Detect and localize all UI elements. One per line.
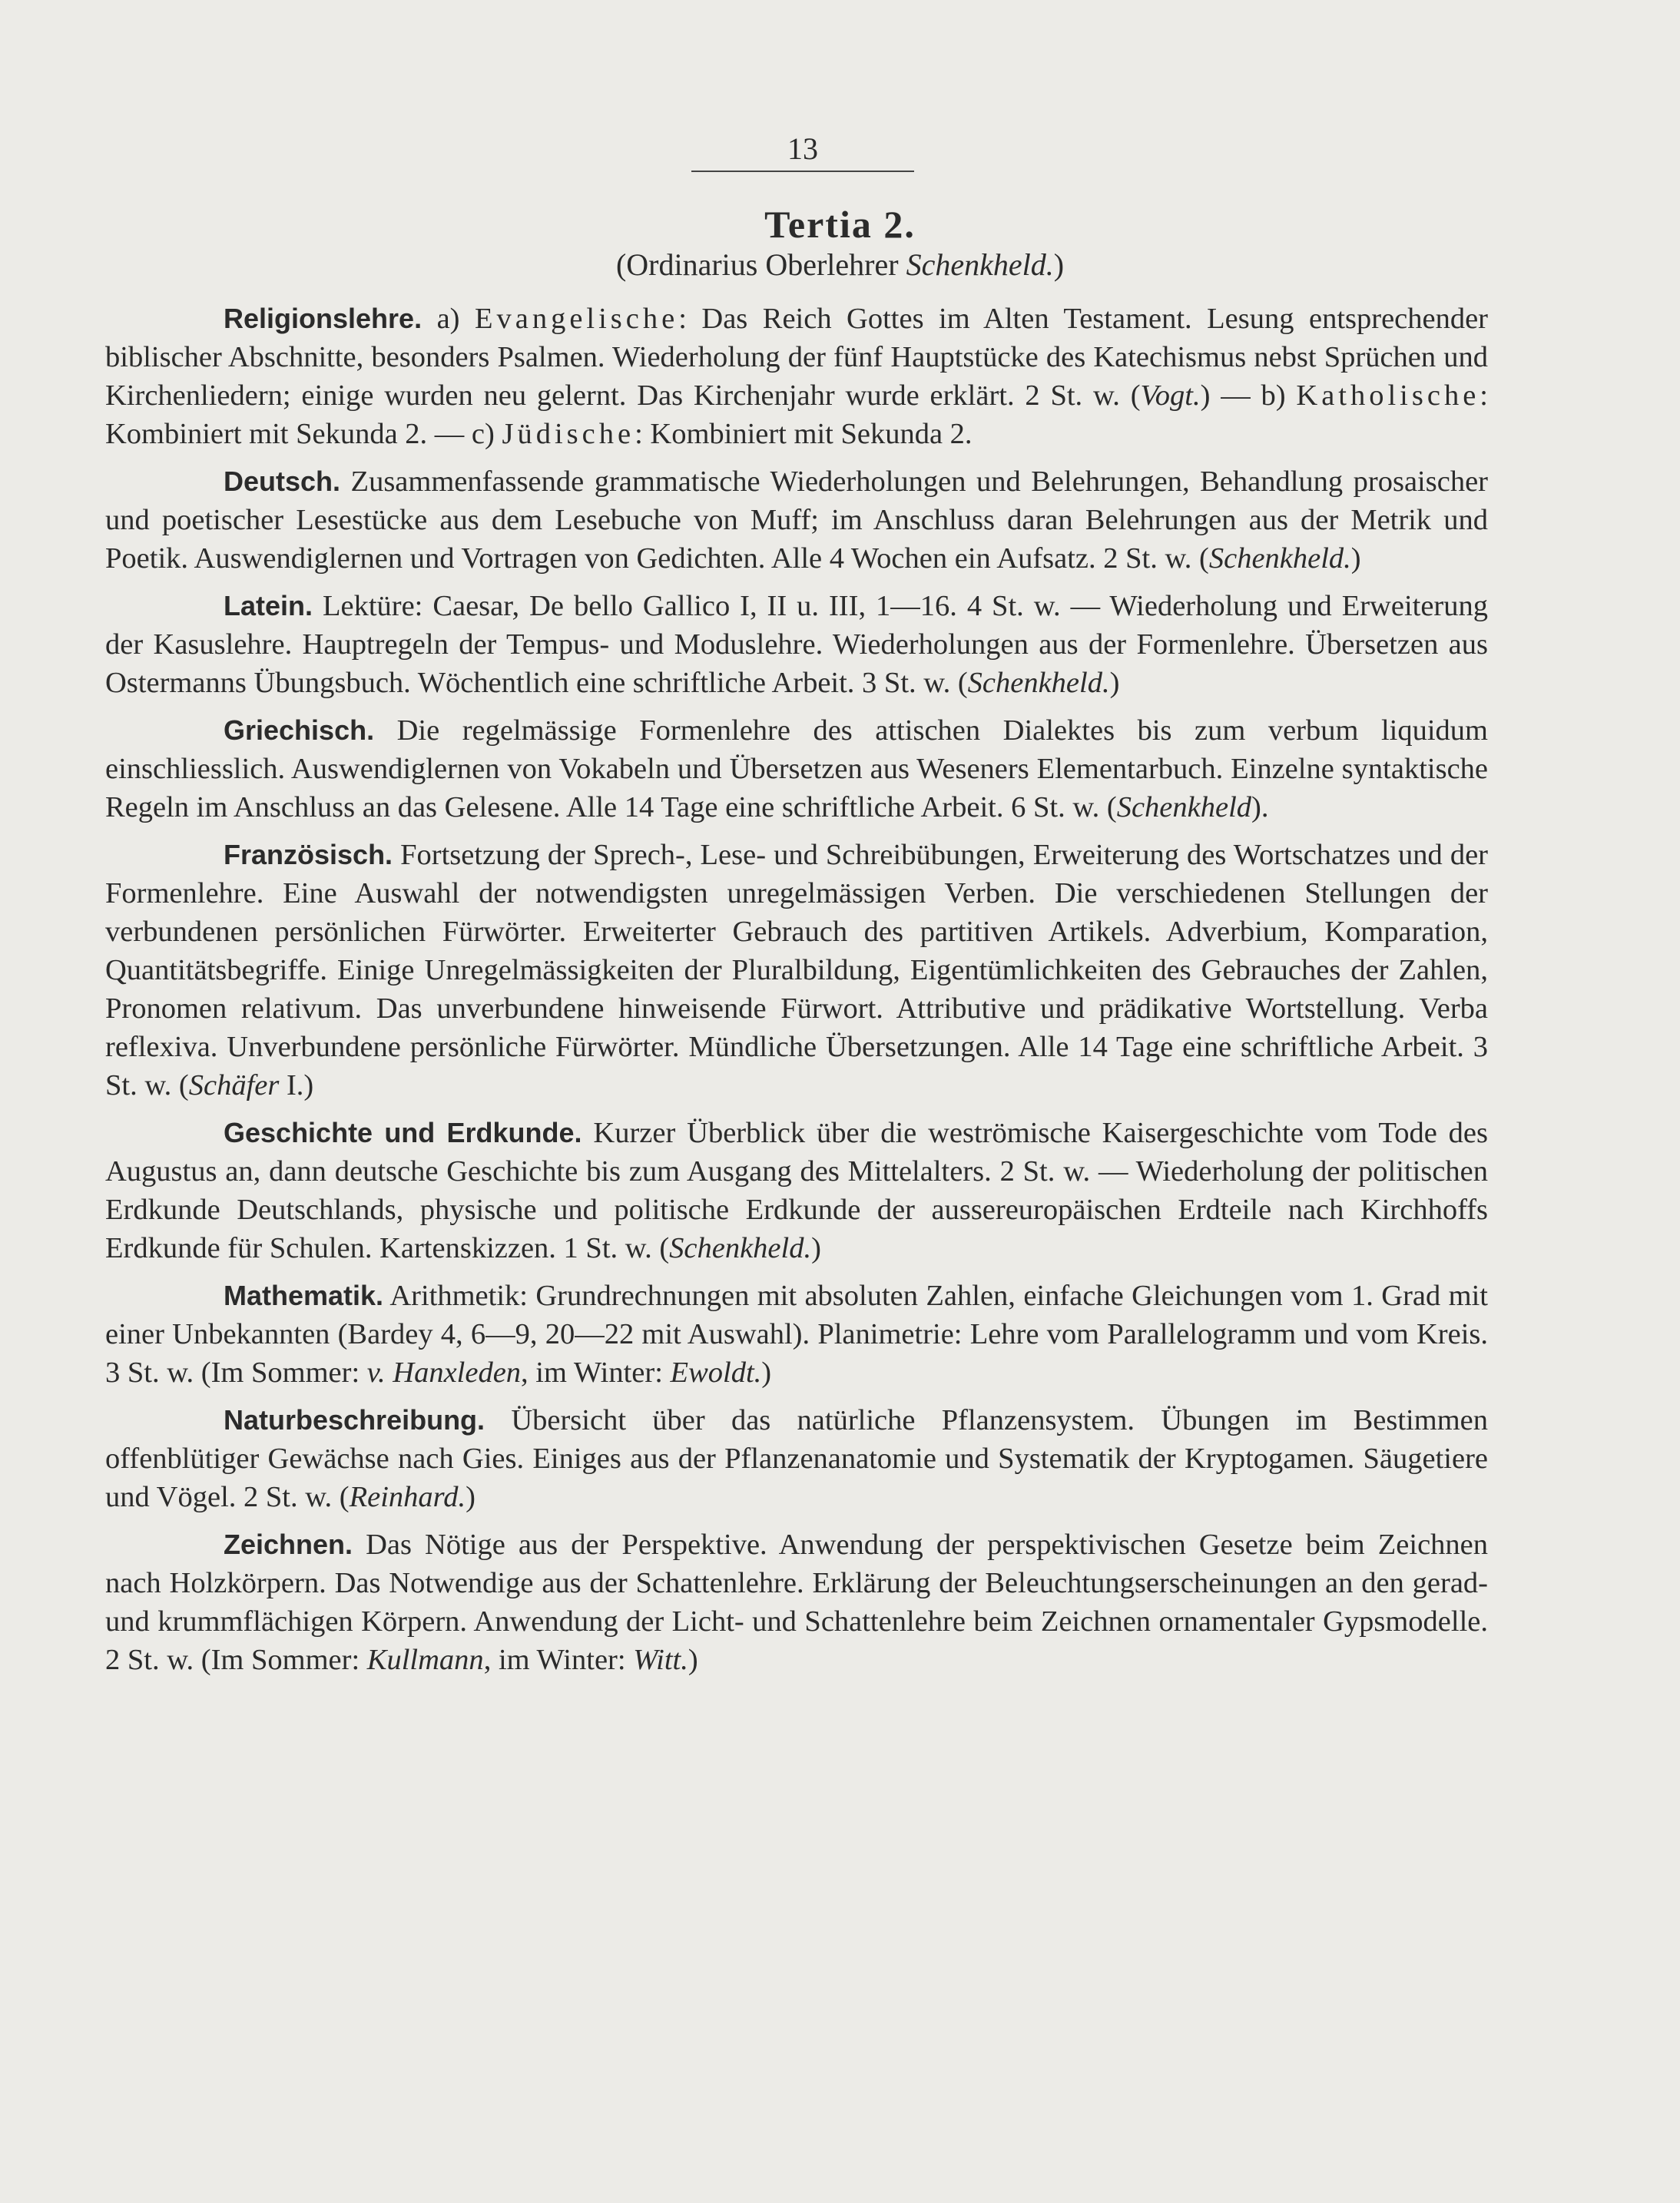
subtitle: (Ordinarius Oberlehrer Schenkheld.)	[615, 247, 1065, 282]
section-title: Griechisch.	[224, 714, 375, 746]
page-title: Tertia 2.	[764, 203, 916, 246]
section-franzoesisch: Französisch. Fortsetzung der Sprech-, Lese- und Schreibübungen, Erweiterung des Wortschatzes und der Formenlehre. Eine Auswahl der notwendigsten unregelmässigen Verben. Die verschiedenen Stellungen der verbundenen persönlichen Fürwörter. Erweiterter Gebrauch des partitiven Artikels. Adverbium, Komparation, Quantitätsbegriffe. Einige Unregelmässigkeiten der Pluralbildung, Eigentümlichkeiten des Gebrauches der Zahlen, Pronomen relativum. Das unverbundene hinweisende Fürwort. Attributive und prädikative Wortstellung. Verba reflexiva. Unverbundene persönliche Fürwörter. Mündliche Übersetzungen. Alle 14 Tage eine schriftliche Arbeit. 3 St. w. (Schäfer I.)	[105, 839, 1488, 1102]
section-mathematik: Mathematik. Arithmetik: Grundrechnungen mit absoluten Zahlen, einfache Gleichungen vom 1. Grad mit einer Unbekannten (Bardey 4, 6—9, 20—22 mit Auswahl). Planimetrie: Lehre vom Parallelogramm und vom Kreis. 3 St. w. (Im Sommer: v. Hanxleden, im Winter: Ewoldt.)	[105, 1280, 1488, 1389]
header-rule	[691, 171, 914, 172]
section-griechisch: Griechisch. Die regelmässige Formenlehre des attischen Dialektes bis zum verbum liquidum einschliesslich. Auswendiglernen von Vokabeln und Übersetzen aus Weseners Elementarbuch. Einzelne syntaktische Regeln im Anschluss an das Gelesene. Alle 14 Tage eine schriftliche Arbeit. 6 St. w. (Schenkheld).	[105, 714, 1488, 823]
teacher-name: Schenkheld.	[669, 1232, 812, 1264]
section-zeichnen: Zeichnen. Das Nötige aus der Perspektive. Anwendung der perspektivischen Gesetze beim Zeichnen nach Holzkörpern. Das Notwendige aus der Schattenlehre. Erklärung der Beleuchtungserscheinungen an den gerad- und krummflächigen Körpern. Anwendung der Licht- und Schattenlehre beim Zeichnen ornamentaler Gypsmodelle. 2 St. w. (Im Sommer: Kullmann, im Winter: Witt.)	[105, 1529, 1488, 1676]
teacher-name: Reinhard.	[349, 1481, 466, 1513]
section-geschichte: Geschichte und Erdkunde. Kurzer Überblick über die weströmische Kaisergeschichte vom Tode des Augustus an, dann deutsche Geschichte bis zum Ausgang des Mittelalters. 2 St. w. — Wiederholung der politischen Erdkunde Deutschlands, physische und politische Erdkunde der aussereuropäischen Erdteile nach Kirchhoffs Erdkunde für Schulen. Kartenskizzen. 1 St. w. (Schenkheld.)	[105, 1117, 1488, 1264]
section-title: Zeichnen.	[224, 1529, 353, 1560]
section-title: Latein.	[224, 590, 313, 621]
section-title: Mathematik.	[224, 1280, 384, 1311]
section-natur: Naturbeschreibung. Übersicht über das natürliche Pflanzensystem. Übungen im Bestimmen offenblütiger Gewächse nach Gies. Einiges aus der Pflanzenanatomie und Systematik der Kryptogamen. Säugetiere und Vögel. 2 St. w. (Reinhard.)	[105, 1404, 1488, 1513]
section-deutsch: Deutsch. Zusammenfassende grammatische Wiederholungen und Belehrungen, Behandlung prosaischer und poetischer Lesestücke aus dem Lesebuche von Muff; im Anschluss daran Belehrungen aus der Metrik und Poetik. Auswendiglernen und Vortragen von Gedichten. Alle 4 Wochen ein Aufsatz. 2 St. w. (Schenkheld.)	[105, 465, 1488, 575]
teacher-name: Schenkheld.	[1208, 542, 1351, 575]
page-number: 13	[787, 131, 818, 166]
teacher-name: Kullmann	[366, 1644, 484, 1676]
teacher-name: v. Hanxleden	[366, 1357, 522, 1389]
teacher-name: Schenkheld	[1116, 791, 1252, 823]
teacher-name: Ewoldt.	[670, 1357, 762, 1389]
section-religion: Religionslehre. a) Evangelische: Das Reich Gottes im Alten Testament. Lesung entsprechender biblischer Abschnitte, besonders Psalmen. Wiederholung der fünf Hauptstücke des Katechismus nebst Sprüchen und Kirchenliedern; einige wurden neu gelernt. Das Kirchenjahr wurde erklärt. 2 St. w. (Vogt.) — b) Katholische: Kombiniert mit Sekunda 2. — c) Jüdische: Kombiniert mit Sekunda 2.	[105, 303, 1488, 450]
teacher-name: Vogt.	[1140, 379, 1201, 412]
ordinarius-name: Schenkheld.	[906, 247, 1054, 282]
teacher-name: Witt.	[633, 1644, 688, 1676]
section-title: Religionslehre.	[224, 303, 422, 334]
section-title: Französisch.	[224, 839, 393, 870]
teacher-name: Schäfer	[188, 1069, 280, 1102]
section-title: Deutsch.	[224, 465, 341, 497]
teacher-name: Schenkheld.	[967, 667, 1110, 699]
section-latein: Latein. Lektüre: Caesar, De bello Gallico I, II u. III, 1—16. 4 St. w. — Wiederholung und Erweiterung der Kasuslehre. Hauptregeln der Tempus- und Moduslehre. Wiederholungen aus der Formenlehre. Übersetzen aus Ostermanns Übungsbuch. Wöchentlich eine schriftliche Arbeit. 3 St. w. (Schenkheld.)	[105, 590, 1488, 699]
document-body	[105, 300, 1488, 1688]
section-title: Naturbeschreibung.	[224, 1404, 485, 1436]
section-title: Geschichte und Erdkunde.	[224, 1117, 582, 1148]
